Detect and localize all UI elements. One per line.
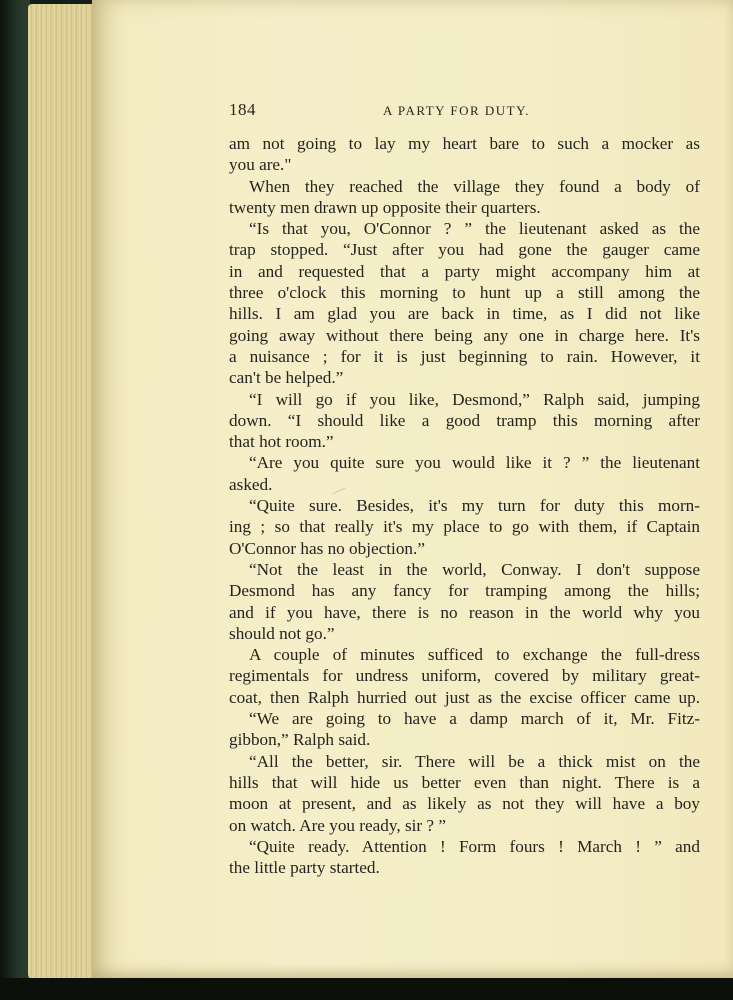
text-line: O'Connor has no objection.” — [229, 538, 425, 558]
text-line: hills. I am glad you are back in time, as I did not like — [229, 304, 700, 324]
text-line: hills that will hide us better even than night. There is a — [229, 772, 700, 792]
text-line: that hot room.” — [229, 432, 334, 452]
text-line: gibbon,” Ralph said. — [229, 730, 371, 750]
text-line: “Are you quite sure you would like it ? ” the lieutenant — [249, 453, 700, 473]
text-line: twenty men drawn up opposite their quarters. — [229, 197, 541, 217]
text-line: “All the better, sir. There will be a thick mist on the — [249, 751, 700, 771]
text-line: down. “I should like a good tramp this morning after — [229, 410, 700, 430]
text-line: should not go.” — [229, 623, 335, 643]
text-line: the little party started. — [229, 858, 380, 878]
text-line: can't be helped.” — [229, 368, 344, 388]
text-line: you are." — [229, 155, 292, 175]
page-number: 184 — [229, 100, 256, 119]
text-line: regimentals for undress uniform, covered by military great- — [229, 666, 700, 686]
text-line: in and requested that a party might accompany him at — [229, 261, 700, 281]
text-line: moon at present, and as likely as not they will have a boy — [229, 794, 700, 814]
text-line: coat, then Ralph hurried out just as the excise officer came up. — [229, 687, 700, 707]
text-line: going away without there being any one in charge here. It's — [229, 325, 700, 345]
book-cover-edge — [0, 0, 30, 1000]
body-text — [229, 133, 700, 878]
text-line: a nuisance ; for it is just beginning to rain. However, it — [229, 346, 700, 366]
text-line: A couple of minutes sufficed to exchange the full-dress — [249, 645, 700, 665]
text-line: When they reached the village they found a body of — [249, 176, 700, 196]
running-head: A PARTY FOR DUTY. — [383, 103, 531, 118]
text-line: “Quite sure. Besides, it's my turn for duty this morn- — [249, 496, 700, 516]
text-line: three o'clock this morning to hunt up a still among the — [229, 283, 700, 303]
text-line: “Not the least in the world, Conway. I don't suppose — [249, 559, 700, 579]
text-line: trap stopped. “Just after you had gone the gauger came — [229, 240, 700, 260]
text-line: “Is that you, O'Connor ? ” the lieutenant asked as the — [249, 219, 700, 239]
text-line: “We are going to have a damp march of it, Mr. Fitz- — [249, 709, 700, 729]
text-line: am not going to lay my heart bare to such a mocker as — [229, 134, 700, 153]
text-line: “Quite ready. Attention ! Form fours ! March ! ” and — [249, 836, 700, 856]
text-line: ing ; so that really it's my place to go with them, if Captain — [229, 517, 700, 537]
page-header — [229, 100, 699, 124]
text-line: Desmond has any fancy for tramping among the hills; — [229, 581, 700, 601]
table-surface — [0, 978, 733, 1000]
text-line: on watch. Are you ready, sir ? ” — [229, 815, 446, 835]
text-line: and if you have, there is no reason in the world why you — [229, 602, 700, 622]
text-line: asked. — [229, 474, 273, 494]
text-line: “I will go if you like, Desmond,” Ralph said, jumping — [249, 389, 700, 409]
